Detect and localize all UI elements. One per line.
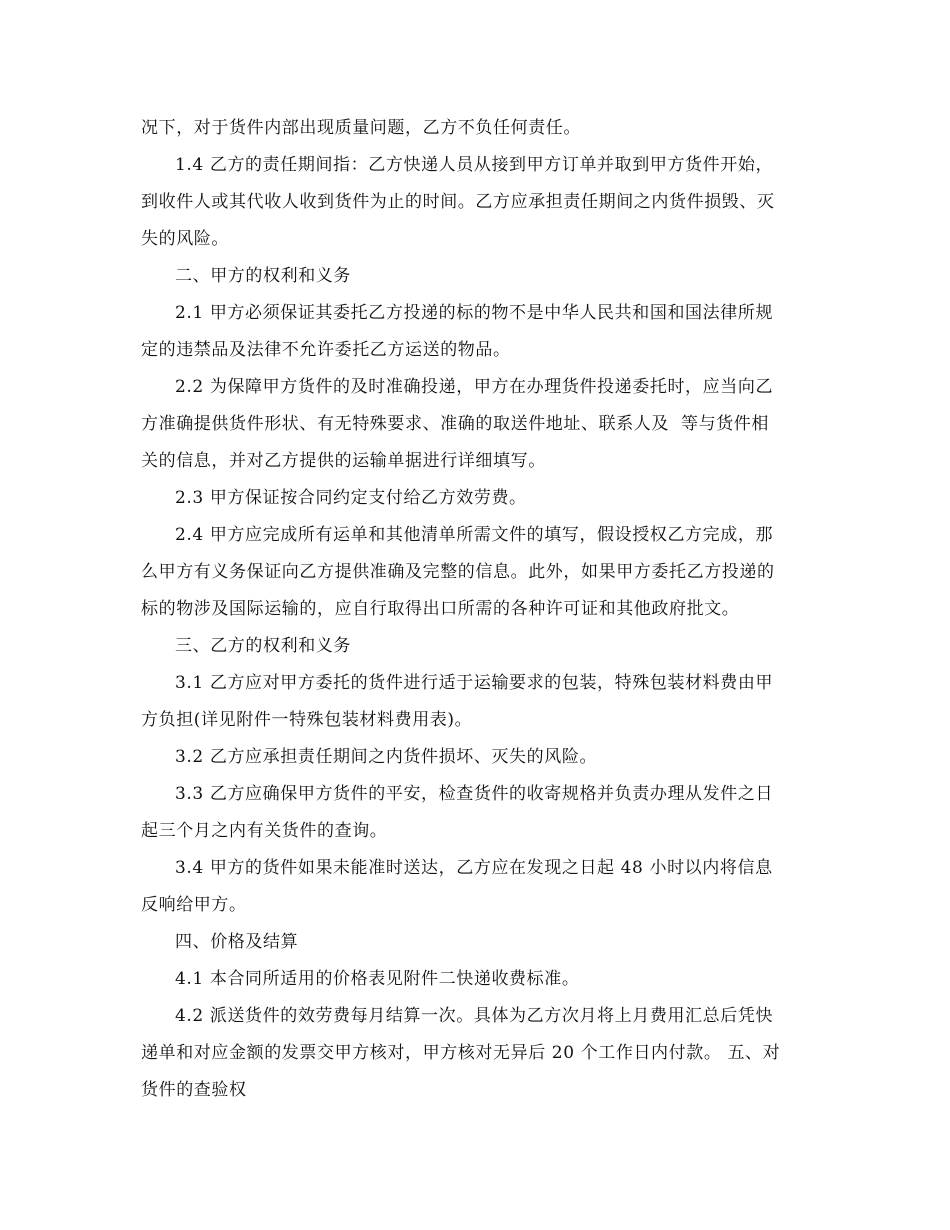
text-line: 标的物涉及国际运输的，应自行取得出口所需的各种许可证和其他政府批文。 — [141, 599, 740, 619]
text-line: 关的信息，并对乙方提供的运输单据进行详细填写。 — [141, 451, 546, 471]
text-line: 定的违禁品及法律不允许委托乙方运送的物品。 — [141, 340, 511, 360]
text-line: 递单和对应金额的发票交甲方核对，甲方核对无异后 20 个工作日内付款。 五、对 — [141, 1043, 781, 1063]
text-line: 3.1 乙方应对甲方委托的货件进行适于运输要求的包装，特殊包装材料费由甲 — [175, 673, 774, 693]
text-line: 4.2 派送货件的效劳费每月结算一次。具体为乙方次月将上月费用汇总后凭快 — [175, 1006, 774, 1026]
section-heading: 二、甲方的权利和义务 — [175, 266, 351, 286]
text-line: 2.1 甲方必须保证其委托乙方投递的标的物不是中华人民共和国和国法律所规 — [175, 303, 774, 323]
text-line: 2.3 甲方保证按合同约定支付给乙方效劳费。 — [175, 488, 527, 508]
text-line: 3.4 甲方的货件如果未能准时送达，乙方应在发现之日起 48 小时以内将信息 — [175, 858, 773, 878]
text-line: 方准确提供货件形状、有无特殊要求、准确的取送件地址、联系人及 等与货件相 — [141, 414, 770, 434]
text-line: 2.2 为保障甲方货件的及时准确投递，甲方在办理货件投递委托时，应当向乙 — [175, 377, 774, 397]
text-line: 3.2 乙方应承担责任期间之内货件损坏、灭失的风险。 — [175, 747, 598, 767]
text-line: 2.4 甲方应完成所有运单和其他清单所需文件的填写，假设授权乙方完成，那 — [175, 525, 774, 545]
text-line: 方负担(详见附件一特殊包装材料费用表)。 — [141, 710, 473, 730]
text-line: 么甲方有义务保证向乙方提供准确及完整的信息。此外，如果甲方委托乙方投递的 — [141, 562, 775, 582]
text-line: 失的风险。 — [141, 229, 229, 249]
text-line: 货件的查验权 — [141, 1080, 247, 1100]
text-line: 起三个月之内有关货件的查询。 — [141, 821, 388, 841]
text-line: 3.3 乙方应确保甲方货件的平安，检查货件的收寄规格并负责办理从发件之日 — [175, 784, 774, 804]
text-line: 到收件人或其代收人收到货件为止的时间。乙方应承担责任期间之内货件损毁、灭 — [141, 192, 775, 212]
text-line: 4.1 本合同所适用的价格表见附件二快递收费标准。 — [175, 969, 580, 989]
section-heading: 三、乙方的权利和义务 — [175, 636, 351, 656]
text-line: 反响给甲方。 — [141, 895, 247, 915]
text-line: 况下，对于货件内部出现质量问题，乙方不负任何责任。 — [141, 118, 581, 138]
text-line: 1.4 乙方的责任期间指：乙方快递人员从接到甲方订单并取到甲方货件开始， — [175, 155, 774, 175]
section-heading: 四、价格及结算 — [175, 932, 299, 952]
